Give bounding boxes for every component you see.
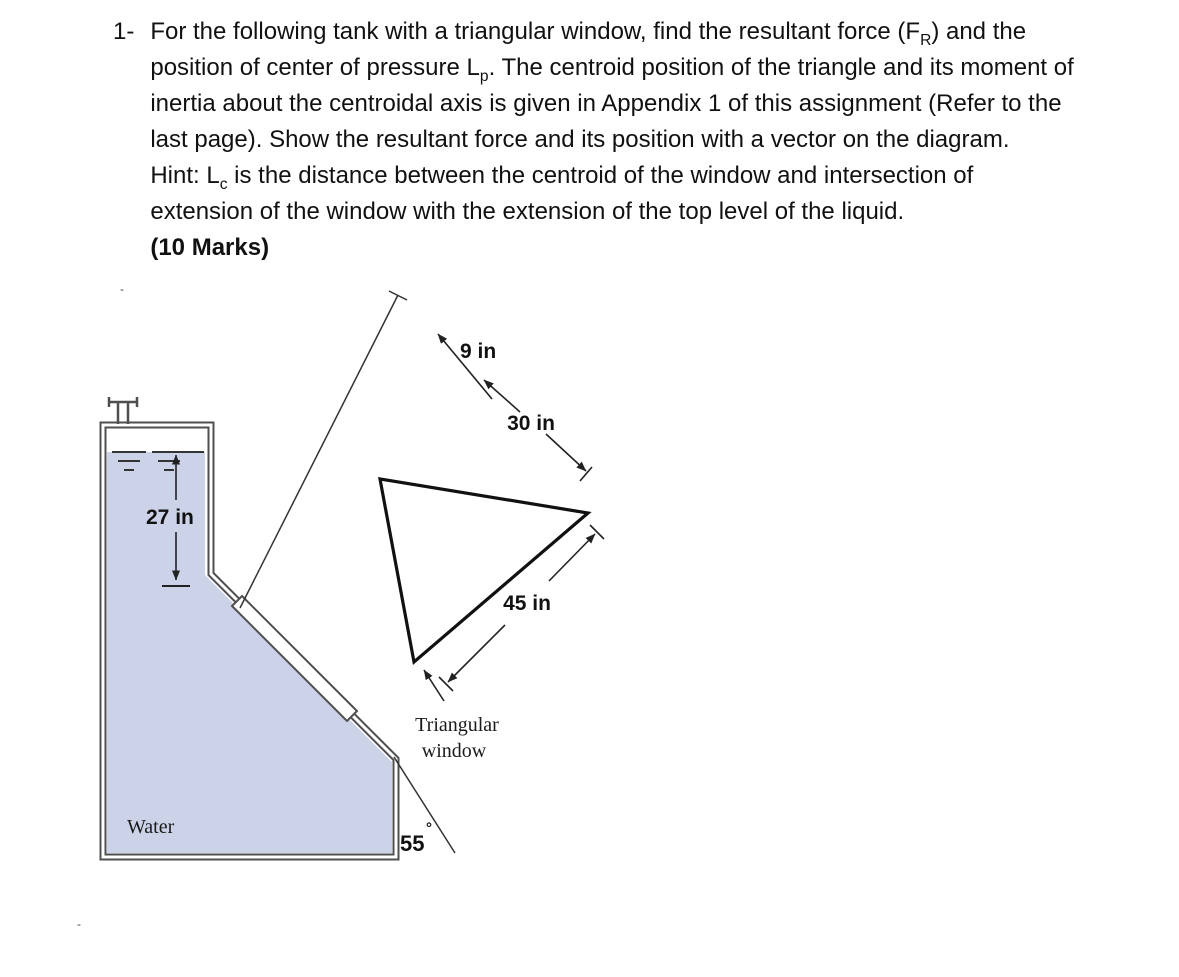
subscript-c: c xyxy=(219,175,228,193)
side-bottom-label: 45 in xyxy=(503,592,551,615)
stray-mark-bottom: - xyxy=(77,917,81,931)
plane-extension-line xyxy=(240,291,407,608)
problem-number: 1- xyxy=(113,18,135,45)
side-top-label: 30 in xyxy=(507,412,555,435)
window-callout-line2: window xyxy=(421,740,487,762)
problem-line-3: inertia about the centroidal axis is given in Appendix 1 of this assignment (Refer to the xyxy=(150,90,1062,117)
problem-line-5: Hint: $L_c$ is the distance between the centroid of the window and intersection of xyxy=(150,162,974,193)
faucet-icon xyxy=(109,397,137,424)
water-label: Water xyxy=(127,816,175,838)
triangle-window xyxy=(380,479,588,662)
problem-line-1: For the following tank with a triangular window, find the resultant force $(F_R)$ and the xyxy=(150,18,1027,49)
stray-mark-top: - xyxy=(120,282,124,296)
angle-label: 55 xyxy=(400,831,425,856)
window-callout-arrow xyxy=(424,670,444,701)
problem-line-2: position of center of pressure $L_p$. The centroid position of the triangle and its moment of xyxy=(150,54,1074,85)
problem-line-4: last page). Show the resultant force and its position with a vector on the diagram. xyxy=(150,126,1010,153)
degree-symbol: ° xyxy=(426,820,432,837)
offset-label: 9 in xyxy=(460,340,497,363)
marks-label: (10 Marks) xyxy=(150,234,270,261)
problem-line-6: extension of the window with the extension of the top level of the liquid. xyxy=(150,198,905,225)
depth-label: 27 in xyxy=(146,506,194,529)
subscript-R: R xyxy=(920,31,932,49)
window-callout-line1: Triangular xyxy=(415,714,499,736)
subscript-p: p xyxy=(479,67,489,85)
